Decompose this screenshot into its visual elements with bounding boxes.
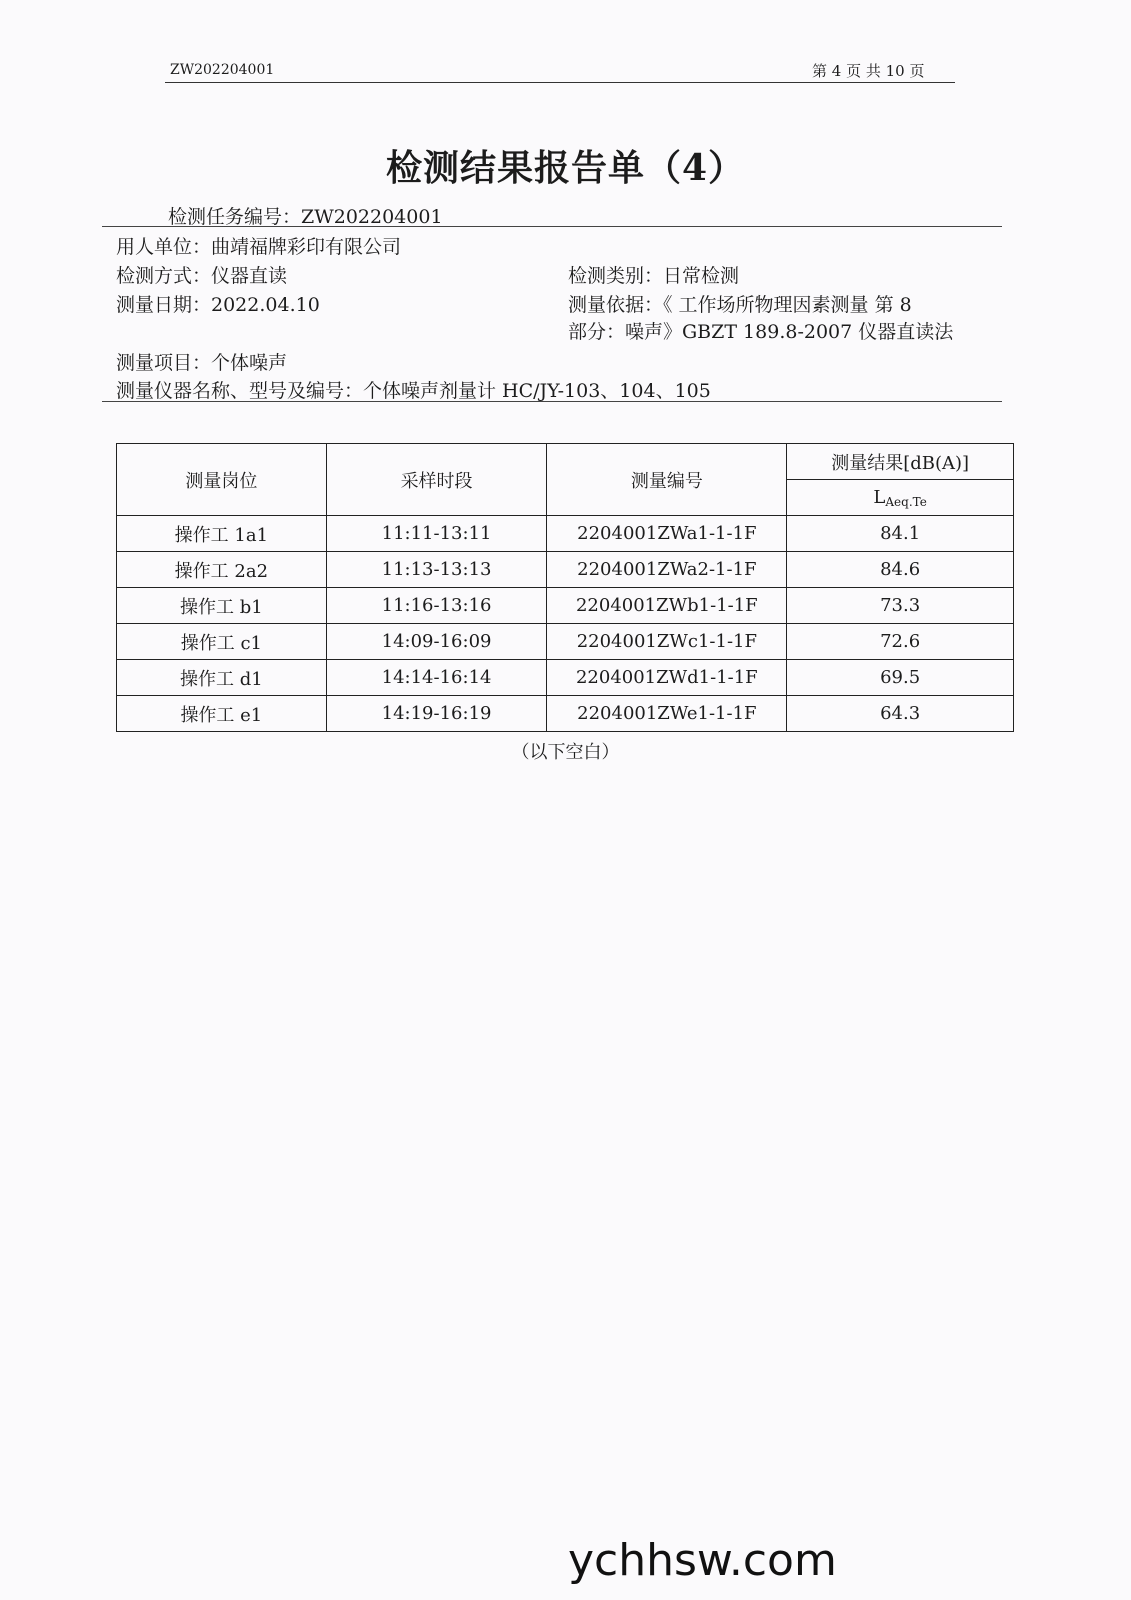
table-row: [117, 516, 1014, 552]
cell-code: 2204001ZWe1-1-1F: [547, 696, 787, 732]
measurement-instrument: 测量仪器名称、型号及编号：个体噪声剂量计 HC/JY-103、104、105: [116, 380, 711, 402]
results-table: [116, 443, 1014, 732]
table-row: [117, 624, 1014, 660]
cell-value: 72.6: [787, 624, 1014, 660]
cell-position: 操作工 c1: [117, 624, 327, 660]
cell-code: 2204001ZWd1-1-1F: [547, 660, 787, 696]
result-sub-index: Aeq.Te: [885, 494, 927, 509]
measurement-item: 测量项目：个体噪声: [116, 352, 288, 374]
info-top-rule: [102, 226, 1002, 227]
blank-below-note: （以下空白）: [511, 742, 620, 763]
cell-value: 84.1: [787, 516, 1014, 552]
employer: 用人单位：曲靖福牌彩印有限公司: [116, 236, 402, 258]
measurement-basis-line2: 部分：噪声》GBZT 189.8-2007 仪器直读法: [568, 321, 954, 343]
cell-period: 14:14-16:14: [326, 660, 547, 696]
cell-position: 操作工 d1: [117, 660, 327, 696]
cell-position: 操作工 1a1: [117, 516, 327, 552]
table-row: [117, 696, 1014, 732]
header-result-sub: [787, 480, 1014, 516]
page-title: 检测结果报告单（4）: [385, 147, 746, 189]
cell-code: 2204001ZWb1-1-1F: [547, 588, 787, 624]
cell-position: 操作工 e1: [117, 696, 327, 732]
detection-method: 检测方式：仪器直读: [116, 265, 288, 287]
detection-category: 检测类别：日常检测: [568, 265, 740, 287]
table-row: [117, 552, 1014, 588]
table-row: [117, 588, 1014, 624]
cell-code: 2204001ZWc1-1-1F: [547, 624, 787, 660]
cell-period: 14:19-16:19: [326, 696, 547, 732]
header-result: 测量结果[dB(A)]: [787, 444, 1014, 480]
cell-position: 操作工 2a2: [117, 552, 327, 588]
info-bottom-rule: [102, 401, 1002, 402]
cell-value: 73.3: [787, 588, 1014, 624]
cell-code: 2204001ZWa1-1-1F: [547, 516, 787, 552]
cell-value: 69.5: [787, 660, 1014, 696]
result-sub-main: L: [873, 486, 886, 508]
cell-period: 11:13-13:13: [326, 552, 547, 588]
page-indicator: 第 4 页 共 10 页: [812, 62, 925, 80]
cell-period: 11:11-13:11: [326, 516, 547, 552]
cell-value: 64.3: [787, 696, 1014, 732]
table-header-row: [117, 444, 1014, 480]
header-divider: [165, 82, 955, 83]
document-number: ZW202204001: [170, 62, 275, 78]
measurement-date: 测量日期：2022.04.10: [116, 294, 320, 316]
cell-value: 84.6: [787, 552, 1014, 588]
measurement-basis-line1: 测量依据：《 工作场所物理因素测量 第 8: [568, 294, 912, 316]
cell-period: 11:16-13:16: [326, 588, 547, 624]
task-number: 检测任务编号：ZW202204001: [168, 206, 443, 228]
header-position: 测量岗位: [117, 444, 327, 516]
watermark: ychhsw.com: [568, 1535, 837, 1586]
header-period: 采样时段: [326, 444, 547, 516]
cell-code: 2204001ZWa2-1-1F: [547, 552, 787, 588]
table-row: [117, 660, 1014, 696]
cell-position: 操作工 b1: [117, 588, 327, 624]
header-code: 测量编号: [547, 444, 787, 516]
cell-period: 14:09-16:09: [326, 624, 547, 660]
